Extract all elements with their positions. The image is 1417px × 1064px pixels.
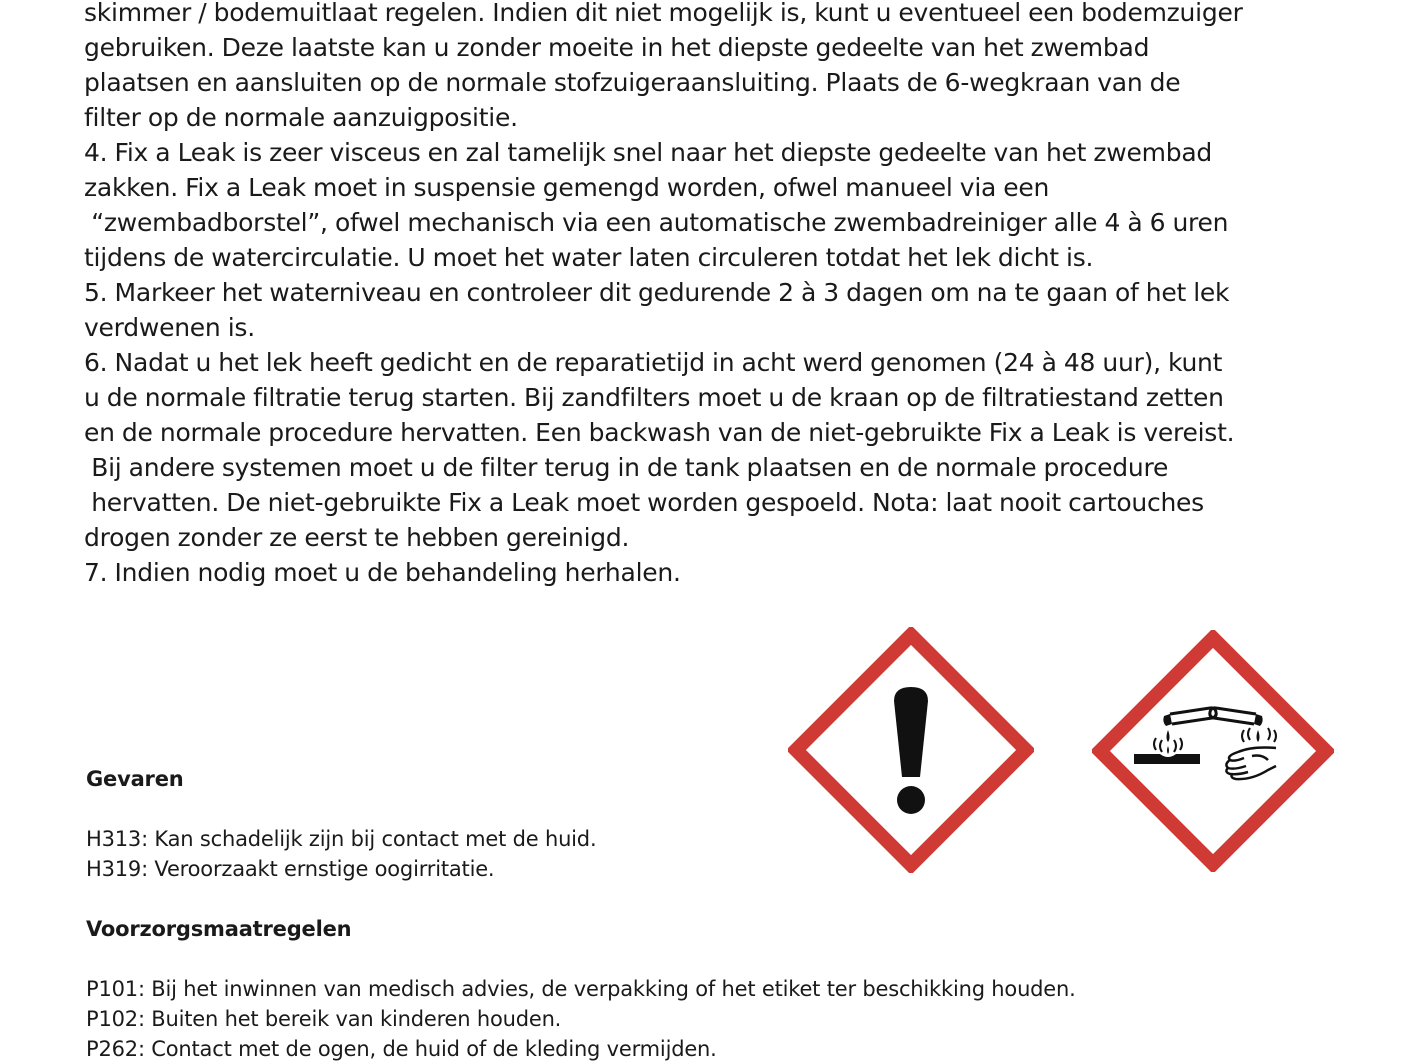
precautions-heading: Voorzorgsmaatregelen <box>86 917 352 941</box>
spacer <box>86 884 1286 914</box>
instruction-step-6: 6. Nadat u het lek heeft gedicht en de reparatietijd in acht werd genomen (24 à 48 uur), kunt <box>84 348 1223 377</box>
precaution-statement-p262: P262: Contact met de ogen, de huid of de kleding vermijden. <box>86 1037 717 1061</box>
instruction-line: tijdens de watercirculatie. U moet het water laten circuleren totdat het lek dicht is. <box>84 243 1094 272</box>
instruction-line: en de normale procedure hervatten. Een backwash van de niet-gebruikte Fix a Leak is vereist. <box>84 418 1235 447</box>
instruction-line: skimmer / bodemuitlaat regelen. Indien dit niet mogelijk is, kunt u eventueel een bodemzuiger <box>84 0 1243 27</box>
exclamation-mark-icon <box>788 627 1034 873</box>
instruction-line: filter op de normale aanzuigpositie. <box>84 103 518 132</box>
instruction-line: plaatsen en aansluiten op de normale stofzuigeraansluiting. Plaats de 6-wegkraan van de <box>84 68 1181 97</box>
instruction-line: u de normale filtratie terug starten. Bij zandfilters moet u de kraan op de filtratiestand zetten <box>84 383 1224 412</box>
instruction-step-7: 7. Indien nodig moet u de behandeling herhalen. <box>84 558 681 587</box>
instruction-line: hervatten. De niet-gebruikte Fix a Leak moet worden gespoeld. Nota: laat nooit cartouches <box>84 488 1204 517</box>
corrosion-icon <box>1092 630 1334 872</box>
hazards-heading: Gevaren <box>86 767 184 791</box>
instruction-line: gebruiken. Deze laatste kan u zonder moeite in het diepste gedeelte van het zwembad <box>84 33 1150 62</box>
precaution-statement-p101: P101: Bij het inwinnen van medisch advies, de verpakking of het etiket ter beschikking houden. <box>86 977 1076 1001</box>
instruction-line: verdwenen is. <box>84 313 255 342</box>
instruction-line: drogen zonder ze eerst te hebben gereinigd. <box>84 523 630 552</box>
instruction-line: zakken. Fix a Leak moet in suspensie gemengd worden, ofwel manueel via een <box>84 173 1050 202</box>
instruction-line: Bij andere systemen moet u de filter terug in de tank plaatsen en de normale procedure <box>84 453 1169 482</box>
instruction-step-4: 4. Fix a Leak is zeer visceus en zal tamelijk snel naar het diepste gedeelte van het zwembad <box>84 138 1213 167</box>
hazard-statement-h313: H313: Kan schadelijk zijn bij contact met de huid. <box>86 827 597 851</box>
hazard-statement-h319: H319: Veroorzaakt ernstige oogirritatie. <box>86 857 495 881</box>
instructions-text <box>84 0 1344 590</box>
spacer <box>86 944 1286 974</box>
precaution-statement-p102: P102: Buiten het bereik van kinderen houden. <box>86 1007 562 1031</box>
instruction-line: “zwembadborstel”, ofwel mechanisch via een automatische zwembadreiniger alle 4 à 6 uren <box>84 208 1229 237</box>
instruction-step-5: 5. Markeer het waterniveau en controleer dit gedurende 2 à 3 dagen om na te gaan of het lek <box>84 278 1230 307</box>
